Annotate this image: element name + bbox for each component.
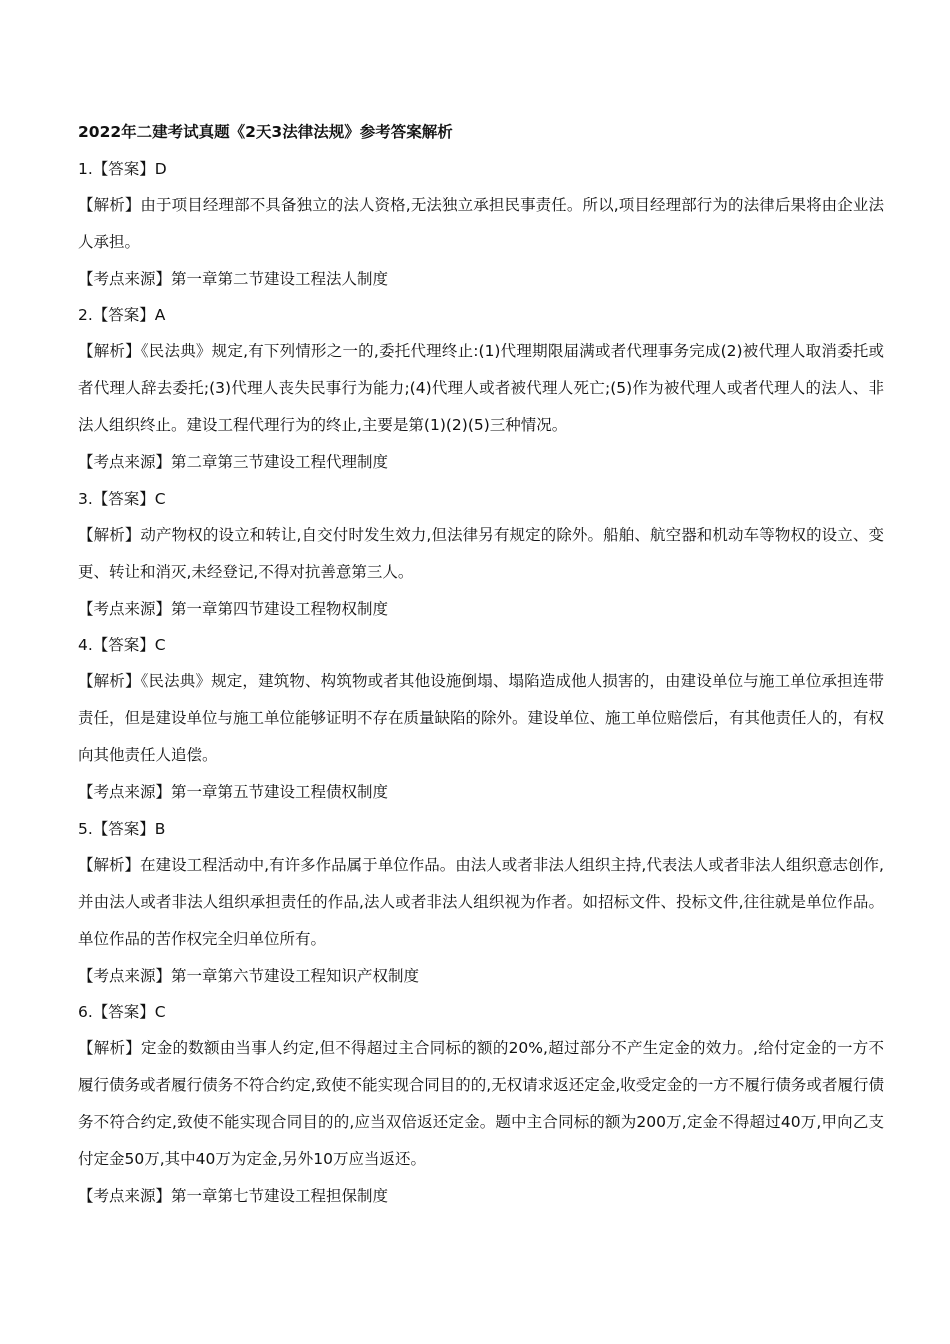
document-title: 2022年二建考试真题《2天3法律法规》参考答案解析 bbox=[78, 123, 453, 141]
answer-line: 2.【答案】A bbox=[78, 306, 166, 324]
answer-item-4 bbox=[78, 633, 884, 804]
source-line: 【考点来源】第一章第五节建设工程债权制度 bbox=[78, 783, 389, 801]
answer-line: 1.【答案】D bbox=[78, 159, 167, 178]
analysis-paragraph: 【解析】《民法典》规定,有下列情形之一的,委托代理终止:(1)代理期限届满或者代理事务完成(2)被代理人取消委托或者代理人辞去委托;(3)代理人丧失民事行为能力;(4)代理人或者被代理人死亡;(5)作为被代理人或者代理人的法人、非法人组织终止。建设工程代理行为的终止,主要是第(1)(2)(5)三种情况。 bbox=[78, 342, 884, 434]
analysis-paragraph: 【解析】在建设工程活动中,有许多作品属于单位作品。由法人或者非法人组织主持,代表法人或者非法人组织意志创作,并由法人或者非法人组织承担责任的作品,法人或者非法人组织视为作者。如招标文件、投标文件,往往就是单位作品。单位作品的苦作权完全归单位所有。 bbox=[78, 855, 884, 948]
analysis-paragraph: 【解析】由于项目经理部不具备独立的法人资格,无法独立承担民事责任。所以,项目经理部行为的法律后果将由企业法人承担。 bbox=[78, 195, 884, 251]
analysis-paragraph: 【解析】《民法典》规定，建筑物、构筑物或者其他设施倒塌、塌陷造成他人损害的，由建设单位与施工单位承担连带责任，但是建设单位与施工单位能够证明不存在质量缺陷的除外。建设单位、施工单位赔偿后，有其他责任人的，有权向其他责任人追偿。 bbox=[78, 672, 885, 764]
answer-line: 5.【答案】B bbox=[78, 819, 166, 838]
source-line: 【考点来源】第一章第四节建设工程物权制度 bbox=[78, 599, 389, 618]
source-line: 【考点来源】第一章第七节建设工程担保制度 bbox=[78, 1187, 389, 1205]
answer-line: 4.【答案】C bbox=[78, 636, 166, 654]
source-line: 【考点来源】第一章第六节建设工程知识产权制度 bbox=[78, 966, 420, 985]
answer-line: 6.【答案】C bbox=[78, 1003, 166, 1021]
answer-item-5 bbox=[78, 817, 884, 988]
analysis-paragraph: 【解析】定金的数额由当事人约定,但不得超过主合同标的额的20%,超过部分不产生定金的效力。,给付定金的一方不履行债务或者履行债务不符合约定,致使不能实现合同目的的,无权请求返还定金,收受定金的一方不履行债务或者履行债务不符合约定,致使不能实现合同目的的,应当双倍返还定金。题中主合同标的额为200万,定金不得超过40万,甲向乙支付定金50万,其中40万为定金,另外10万应当返还。 bbox=[78, 1039, 884, 1168]
answer-item-6 bbox=[78, 1000, 884, 1208]
answer-item-2 bbox=[78, 303, 884, 474]
answer-item-3 bbox=[78, 487, 884, 621]
answer-item-1 bbox=[78, 157, 884, 291]
answer-line: 3.【答案】C bbox=[78, 489, 166, 508]
document-body bbox=[78, 120, 884, 1221]
source-line: 【考点来源】第一章第二节建设工程法人制度 bbox=[78, 269, 389, 288]
analysis-paragraph: 【解析】动产物权的设立和转让,自交付时发生效力,但法律另有规定的除外。船舶、航空器和机动车等物权的设立、变更、转让和消灭,未经登记,不得对抗善意第三人。 bbox=[78, 525, 884, 581]
source-line: 【考点来源】第二章第三节建设工程代理制度 bbox=[78, 453, 389, 471]
